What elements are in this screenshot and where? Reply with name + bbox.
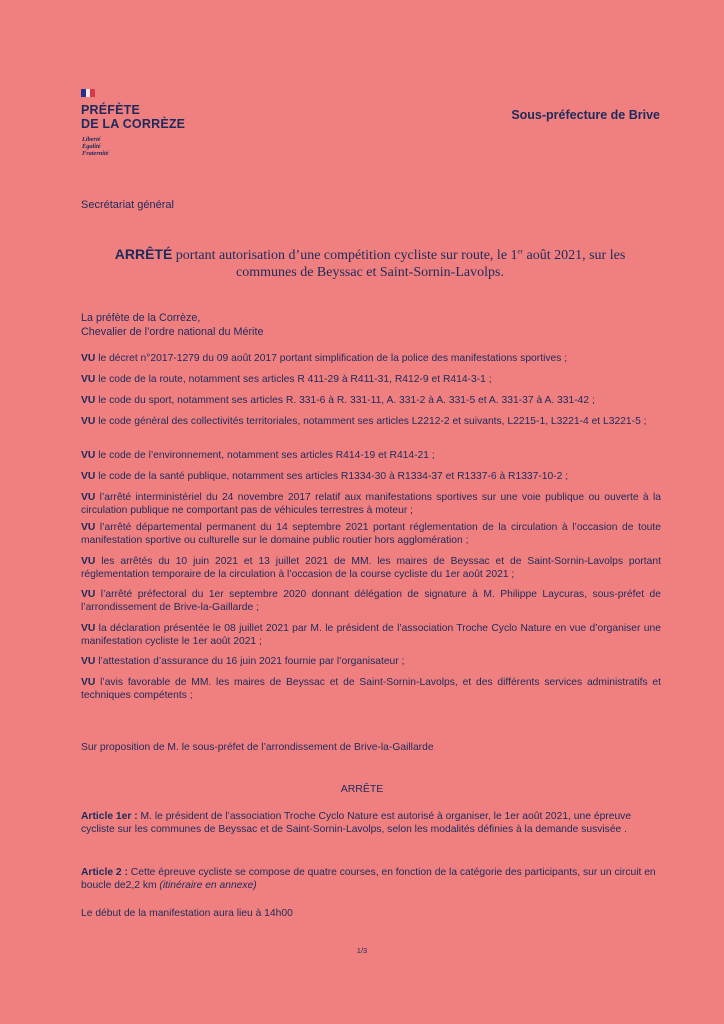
prefect-block	[81, 311, 263, 339]
article-2: Article 2 : Cette épreuve cycliste se compose de quatre courses, en fonction de la catégorie des participants, sur un circuit en boucle de2,2 km (itinéraire en annexe)	[81, 867, 656, 891]
considerant: VU l’arrêté départemental permanent du 14 septembre 2021 portant réglementation de la circulation à l’occasion de toute manifestation sportive ou culturelle sur le domaine public routier hors agglomération ;	[81, 522, 661, 546]
prefect-line-2: Chevalier de l’ordre national du Mérite	[81, 326, 264, 338]
considerant: VU l’arrêté préfectoral du 1er septembre 2020 donnant délégation de signature à M. Philippe Laycuras, sous-préfet de l’arrondissement de Brive-la-Gaillarde ;	[81, 589, 661, 613]
title-line-2: communes de Beyssac et Saint-Sornin-Lavolps.	[236, 265, 504, 280]
motto-fraternite: Fraternité	[82, 150, 109, 157]
considerant: VU les arrêtés du 10 juin 2021 et 13 juillet 2021 de MM. les maires de Beyssac et de Saint-Sornin-Lavolps portant réglementation temporaire de la circulation à l’occasion de la course cycliste du 1er août 2021 ;	[81, 556, 661, 580]
marianne-flag-icon	[81, 89, 95, 97]
article-2-label: Article 2 :	[81, 867, 128, 878]
considerant: VU l’avis favorable de MM. les maires de Beyssac et de Saint-Sornin-Lavolps, et des différents services administratifs et techniques compétents ;	[81, 677, 661, 701]
subprefecture-name: Sous-préfecture de Brive	[511, 108, 660, 122]
logo-line-1: PRÉFÈTE	[81, 103, 141, 117]
considerant: VU le décret n°2017-1279 du 09 août 2017 portant simplification de la police des manifestations sportives ;	[81, 353, 568, 364]
motto-egalite: Égalité	[82, 143, 101, 150]
title-line-1: ARRÊTÉ portant autorisation d’une compétition cycliste sur route, le 1er août 2021, sur les	[114, 246, 626, 263]
article-1-label: Article 1er :	[81, 811, 138, 822]
considerant: VU l’arrêté interministériel du 24 novembre 2017 relatif aux manifestations sportives sur une voie publique ou ouverte à la circulation publique ne comportant pas de véhicules terrestres à moteur ;	[81, 492, 661, 516]
prefect-line-1: La préfète de la Corrèze,	[81, 312, 201, 324]
start-time: Le début de la manifestation aura lieu à 14h00	[81, 908, 293, 919]
decree-title	[90, 246, 650, 281]
article-1: Article 1er : M. le président de l’association Troche Cyclo Nature est autorisé à organiser, le 1er août 2021, une épreuve cycliste sur les communes de Beyssac et de Saint-Sornin-Lavolps, selon les modalités définies à la demande susvisée .	[81, 811, 632, 835]
considerant: VU le code de la santé publique, notamment ses articles R1334-30 à R1334-37 et R1337-6 à R1337-10-2 ;	[81, 471, 569, 482]
logo-line-2: DE LA CORRÈZE	[81, 117, 186, 131]
department-label: Secrétariat général	[81, 199, 174, 211]
proposition-line: Sur proposition de M. le sous-préfet de l’arrondissement de Brive-la-Gaillarde	[81, 742, 434, 753]
considerant: VU le code du sport, notamment ses articles R. 331-6 à R. 331-11, A. 331-2 à A. 331-5 et A. 331-37 à A. 331-42 ;	[81, 395, 595, 406]
considerant: VU le code de l’environnement, notamment ses articles R414-19 et R414-21 ;	[81, 450, 435, 461]
motto-liberte: Liberté	[82, 136, 101, 143]
page-number: 1/3	[356, 946, 368, 955]
considerant: VU le code de la route, notamment ses articles R 411-29 à R411-31, R412-9 et R414-3-1 ;	[81, 374, 492, 385]
considerant: VU le code général des collectivités territoriales, notamment ses articles L2212-2 et suivants, L2215-1, L3221-4 et L3221-5 ;	[81, 416, 647, 427]
arrete-heading: ARRÊTE	[340, 783, 384, 795]
considerant: VU l’attestation d’assurance du 16 juin 2021 fournie par l’organisateur ;	[81, 656, 405, 667]
considerant: VU la déclaration présentée le 08 juillet 2021 par M. le président de l’association Troche Cyclo Nature en vue d’organiser une manifestation cycliste le 1er août 2021 ;	[81, 623, 661, 647]
title-keyword: ARRÊTÉ	[114, 246, 173, 262]
